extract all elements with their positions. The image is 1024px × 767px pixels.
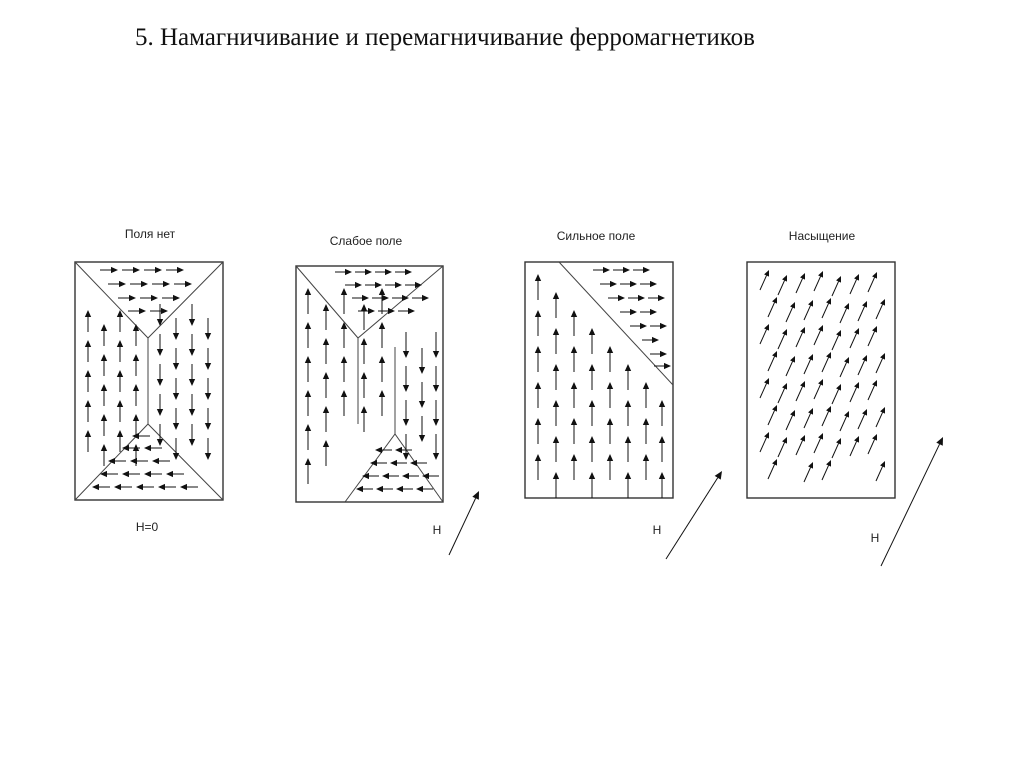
magnetization-arrow: [633, 267, 650, 273]
magnetization-arrow: [100, 267, 118, 273]
domain-arrows-saturation: [760, 270, 885, 482]
magnetization-arrow: [650, 323, 667, 329]
magnetization-arrow: [174, 281, 192, 287]
magnetization-arrow: [832, 330, 841, 350]
magnetization-arrow: [613, 267, 630, 273]
panel-label-no-field: Поля нет: [124, 227, 176, 241]
domain-arrows-weak-field: [305, 269, 439, 492]
magnetization-arrow: [643, 382, 649, 408]
magnetization-arrow: [804, 462, 813, 482]
magnetization-arrow: [335, 269, 352, 275]
field-label-no-field: H=0: [135, 520, 159, 534]
magnetization-arrow: [433, 332, 439, 358]
magnetization-arrow: [108, 281, 126, 287]
magnetization-arrow: [804, 300, 813, 320]
magnetization-arrow: [832, 276, 841, 296]
magnetization-arrow: [189, 394, 195, 416]
magnetization-arrow: [571, 310, 577, 336]
magnetization-arrow: [144, 471, 162, 477]
magnetization-arrow: [840, 411, 849, 431]
magnetization-arrow: [625, 364, 631, 390]
magnetization-arrow: [553, 328, 559, 354]
magnetization-arrow: [166, 267, 184, 273]
magnetization-arrow: [850, 382, 859, 402]
magnetization-arrow: [122, 471, 140, 477]
field-label-strong-field: H: [652, 523, 662, 537]
magnetization-arrow: [412, 295, 429, 301]
magnetization-arrow: [305, 390, 311, 416]
magnetization-arrow: [85, 310, 91, 332]
magnetization-arrow: [305, 458, 311, 484]
magnetization-arrow: [876, 407, 885, 427]
magnetization-arrow: [571, 382, 577, 408]
panel-label-weak-field: Слабое поле: [329, 234, 403, 248]
magnetization-arrow: [659, 400, 665, 426]
magnetization-arrow: [876, 299, 885, 319]
magnetization-arrow: [101, 444, 107, 466]
magnetization-arrow: [553, 436, 559, 462]
magnetization-arrow: [822, 352, 831, 372]
magnetization-arrow: [133, 384, 139, 406]
magnetization-arrow: [419, 348, 425, 374]
domain-wall: [75, 262, 223, 338]
panel-no-field: [75, 227, 223, 534]
magnetization-arrow: [130, 458, 148, 464]
magnetization-arrow: [189, 364, 195, 386]
magnetization-arrow: [760, 324, 769, 344]
panel-weak-field: [296, 234, 479, 555]
panel-saturation: [747, 229, 943, 566]
magnetization-arrow: [642, 337, 659, 343]
field-vector: [666, 471, 722, 559]
panel-label-saturation: Насыщение: [788, 229, 856, 243]
magnetization-arrow: [205, 348, 211, 370]
magnetization-arrow: [535, 310, 541, 336]
magnetization-arrow: [305, 424, 311, 450]
field-direction-arrow: [881, 437, 943, 566]
field-vector: [449, 491, 479, 555]
magnetization-arrow: [390, 460, 407, 466]
magnetization-arrow: [323, 304, 329, 330]
magnetization-arrow: [419, 416, 425, 442]
magnetization-arrow: [768, 351, 777, 371]
magnetization-arrow: [786, 356, 795, 376]
magnetization-arrow: [403, 332, 409, 358]
panel-strong-field: [525, 229, 722, 559]
magnetization-arrow: [804, 354, 813, 374]
domain-arrows-strong-field: [535, 267, 671, 498]
magnetization-arrow: [814, 271, 823, 291]
magnetization-arrow: [654, 363, 671, 369]
magnetization-arrow: [625, 400, 631, 426]
magnetization-arrow: [173, 378, 179, 400]
magnetization-arrow: [553, 292, 559, 318]
magnetization-arrow: [361, 304, 367, 330]
magnetization-arrow: [625, 436, 631, 462]
magnetization-arrow: [362, 473, 379, 479]
magnetization-arrow: [361, 406, 367, 432]
magnetization-arrow: [796, 327, 805, 347]
magnetization-arrow: [850, 274, 859, 294]
magnetization-arrow: [136, 484, 154, 490]
magnetization-arrow: [117, 340, 123, 362]
magnetization-arrow: [375, 269, 392, 275]
magnetization-arrow: [189, 424, 195, 446]
magnetization-arrow: [433, 434, 439, 460]
field-direction-arrow: [666, 471, 722, 559]
magnetization-arrow: [858, 301, 867, 321]
magnetization-arrow: [796, 435, 805, 455]
magnetization-arrow: [419, 382, 425, 408]
magnetization-arrow: [822, 298, 831, 318]
magnetization-arrow: [152, 458, 170, 464]
panel-label-strong-field: Сильное поле: [556, 229, 636, 243]
magnetization-arrow: [356, 486, 373, 492]
field-vector: [881, 437, 943, 566]
magnetization-arrow: [822, 460, 831, 480]
magnetization-arrow: [858, 355, 867, 375]
magnetization-arrow: [323, 406, 329, 432]
magnetization-arrow: [157, 364, 163, 386]
magnetization-arrow: [416, 486, 433, 492]
magnetization-arrow: [640, 281, 657, 287]
magnetization-arrow: [850, 436, 859, 456]
magnetization-arrow: [643, 454, 649, 480]
magnetization-arrow: [376, 486, 393, 492]
magnetization-arrow: [157, 394, 163, 416]
magnetization-arrow: [205, 438, 211, 460]
magnetization-arrow: [607, 382, 613, 408]
magnetization-arrow: [876, 353, 885, 373]
magnetization-arrow: [382, 473, 399, 479]
magnetization-arrow: [410, 460, 427, 466]
magnetization-arrow: [144, 267, 162, 273]
magnetization-arrow: [118, 295, 136, 301]
magnetization-arrow: [341, 390, 347, 416]
magnetization-arrow: [173, 408, 179, 430]
magnetization-arrow: [620, 281, 637, 287]
magnetization-arrow: [117, 430, 123, 452]
magnetization-arrow: [402, 473, 419, 479]
magnetization-arrow: [553, 472, 559, 498]
magnetization-arrow: [150, 308, 168, 314]
magnetization-arrow: [778, 383, 787, 403]
magnetization-arrow: [786, 302, 795, 322]
magnetization-arrow: [535, 346, 541, 372]
magnetization-arrow: [85, 370, 91, 392]
magnetization-arrow: [822, 406, 831, 426]
magnetization-arrow: [189, 304, 195, 326]
magnetization-arrow: [395, 447, 412, 453]
magnetization-arrow: [535, 454, 541, 480]
magnetization-arrow: [157, 304, 163, 326]
magnetization-arrow: [589, 328, 595, 354]
slide-title: 5. Намагничивание и перемагничивание ферромагнетиков: [135, 24, 755, 51]
magnetization-arrow: [760, 378, 769, 398]
magnetization-arrow: [361, 372, 367, 398]
magnetization-arrow: [355, 269, 372, 275]
magnetization-arrow: [403, 400, 409, 426]
magnetization-arrow: [768, 297, 777, 317]
magnetization-arrow: [173, 318, 179, 340]
magnetization-arrow: [341, 322, 347, 348]
magnetization-arrow: [589, 472, 595, 498]
magnetization-arrow: [305, 288, 311, 314]
magnetization-arrow: [876, 461, 885, 481]
magnetization-arrow: [157, 334, 163, 356]
field-direction-arrow: [449, 491, 479, 555]
magnetization-arrow: [589, 400, 595, 426]
magnetization-arrow: [85, 430, 91, 452]
magnetization-arrow: [796, 381, 805, 401]
magnetization-arrow: [352, 295, 369, 301]
magnetization-arrow: [114, 484, 132, 490]
magnetization-arrow: [630, 323, 647, 329]
magnetization-arrow: [433, 366, 439, 392]
magnetization-arrow: [341, 356, 347, 382]
magnetization-arrow: [553, 364, 559, 390]
magnetization-arrow: [117, 400, 123, 422]
magnetization-arrow: [589, 364, 595, 390]
magnetization-arrow: [152, 281, 170, 287]
magnetization-arrow: [379, 356, 385, 382]
magnetization-arrow: [535, 274, 541, 300]
magnetization-arrow: [768, 459, 777, 479]
magnetization-arrow: [650, 351, 667, 357]
magnetization-arrow: [117, 310, 123, 332]
magnetization-arrow: [375, 447, 392, 453]
magnetization-arrow: [365, 282, 382, 288]
magnetization-arrow: [643, 418, 649, 444]
magnetization-arrow: [345, 282, 362, 288]
magnetization-arrow: [398, 308, 415, 314]
magnetization-arrow: [648, 295, 665, 301]
domain-wall: [345, 434, 443, 502]
magnetization-arrow: [625, 472, 631, 498]
magnetization-arrow: [396, 486, 413, 492]
magnetization-arrow: [140, 295, 158, 301]
magnetization-arrow: [804, 408, 813, 428]
magnetization-arrow: [385, 282, 402, 288]
magnetization-arrow: [796, 273, 805, 293]
domain-wall: [296, 266, 443, 338]
magnetization-arrow: [535, 382, 541, 408]
magnetization-arrow: [608, 295, 625, 301]
magnetization-arrow: [372, 295, 389, 301]
magnetization-arrow: [607, 346, 613, 372]
magnetization-arrow: [840, 357, 849, 377]
magnetization-arrow: [600, 281, 617, 287]
magnetization-arrow: [361, 338, 367, 364]
magnetization-arrow: [571, 346, 577, 372]
magnetization-arrow: [778, 329, 787, 349]
magnetization-arrow: [607, 418, 613, 444]
magnetization-arrow: [323, 372, 329, 398]
magnetization-arrow: [786, 410, 795, 430]
magnetization-arrow: [659, 472, 665, 498]
magnetization-arrow: [162, 295, 180, 301]
magnetization-arrow: [144, 445, 162, 451]
magnetization-arrow: [101, 354, 107, 376]
magnetization-arrow: [205, 318, 211, 340]
magnetization-arrow: [101, 384, 107, 406]
magnetization-arrow: [85, 340, 91, 362]
magnetization-arrow: [778, 275, 787, 295]
magnetization-arrow: [157, 424, 163, 446]
magnetization-arrow: [158, 484, 176, 490]
magnetization-arrow: [571, 418, 577, 444]
magnetization-arrow: [589, 436, 595, 462]
domain-frame-weak-field: [296, 266, 443, 502]
magnetization-arrow: [101, 414, 107, 436]
magnetization-arrow: [620, 309, 637, 315]
magnetization-arrow: [553, 400, 559, 426]
magnetization-arrow: [768, 405, 777, 425]
magnetization-arrow: [173, 438, 179, 460]
magnetization-arrow: [607, 454, 613, 480]
magnetization-arrow: [122, 267, 140, 273]
magnetization-arrow: [323, 338, 329, 364]
magnetization-arrow: [305, 322, 311, 348]
magnetization-arrow: [101, 324, 107, 346]
magnetization-arrow: [323, 440, 329, 466]
magnetization-arrow: [814, 325, 823, 345]
magnetization-arrow: [868, 380, 877, 400]
magnetization-arrow: [535, 418, 541, 444]
magnetization-arrow: [341, 288, 347, 314]
magnetization-arrow: [117, 370, 123, 392]
magnetization-arrow: [166, 471, 184, 477]
magnetization-arrow: [832, 384, 841, 404]
domain-wall: [559, 262, 673, 385]
magnetization-arrow: [305, 356, 311, 382]
field-label-weak-field: H: [432, 523, 442, 537]
magnetization-arrow: [205, 408, 211, 430]
magnetization-arrow: [814, 379, 823, 399]
magnetization-arrow: [392, 295, 409, 301]
magnetization-arrow: [832, 438, 841, 458]
magnetization-arrow: [85, 400, 91, 422]
magnetization-arrow: [130, 281, 148, 287]
magnetization-arrow: [760, 432, 769, 452]
magnetization-arrow: [379, 390, 385, 416]
magnetization-arrow: [868, 434, 877, 454]
magnetization-arrow: [133, 354, 139, 376]
magnetization-arrow: [173, 348, 179, 370]
magnetization-arrow: [205, 378, 211, 400]
magnetization-arrow: [395, 269, 412, 275]
magnetization-arrow: [760, 270, 769, 290]
magnetization-arrow: [858, 409, 867, 429]
magnetization-arrow: [640, 309, 657, 315]
magnetization-arrow: [850, 328, 859, 348]
magnetization-arrow: [128, 308, 146, 314]
magnetization-arrow: [379, 288, 385, 314]
magnetization-arrow: [593, 267, 610, 273]
magnetization-arrow: [628, 295, 645, 301]
magnetization-arrow: [659, 436, 665, 462]
magnetization-arrow: [571, 454, 577, 480]
magnetization-arrow: [868, 326, 877, 346]
magnetization-arrow: [405, 282, 422, 288]
magnetization-arrow: [403, 366, 409, 392]
magnetization-arrow: [814, 433, 823, 453]
domain-frame-saturation: [747, 262, 895, 498]
magnetization-arrow: [422, 473, 439, 479]
magnetization-arrow: [778, 437, 787, 457]
magnetization-arrow: [868, 272, 877, 292]
magnetization-arrow: [92, 484, 110, 490]
domain-frame-strong-field: [525, 262, 673, 498]
field-label-saturation: H: [870, 531, 880, 545]
magnetization-arrow: [133, 414, 139, 436]
magnetization-arrow: [840, 303, 849, 323]
magnetization-arrow: [433, 400, 439, 426]
magnetization-arrow: [379, 322, 385, 348]
magnetization-arrow: [189, 334, 195, 356]
magnetization-arrow: [180, 484, 198, 490]
